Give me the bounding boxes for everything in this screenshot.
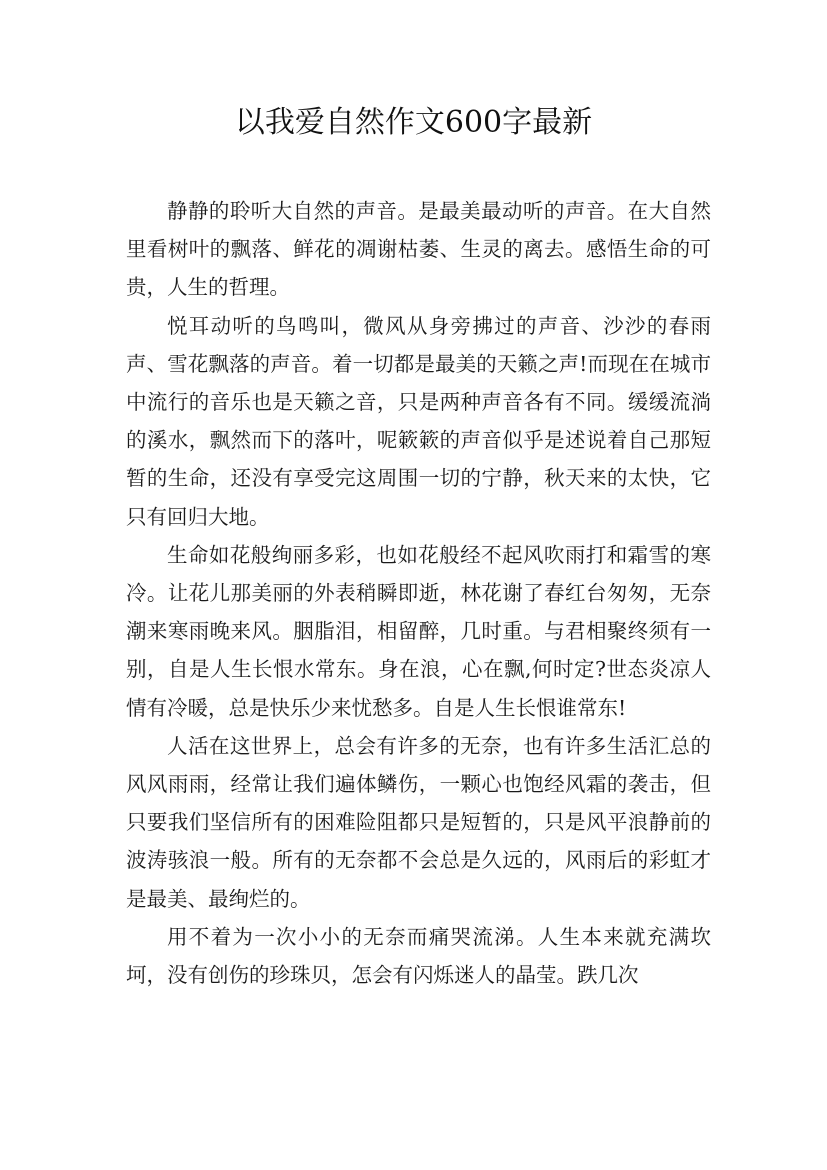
article-body [126,192,711,994]
paragraph: 用不着为一次小小的无奈而痛哭流涕。人生本来就充满坎坷，没有创伤的珍珠贝，怎会有闪烁迷人的晶莹。跌几次 [126,924,711,988]
paragraph: 静静的聆听大自然的声音。是最美最动听的声音。在大自然里看树叶的飘落、鲜花的凋谢枯萎、生灵的离去。感悟生命的可贵，人生的哲理。 [126,199,711,300]
paragraph: 悦耳动听的鸟鸣叫，微风从身旁拂过的声音、沙沙的春雨声、雪花飘落的声音。着一切都是最美的天籁之声!而现在在城市中流行的音乐也是天籁之音，只是两种声音各有不同。缓缓流淌的溪水，飘然而下的落叶，呢簌簌的声音似乎是述说着自己那短暂的生命，还没有享受完这周围一切的宁静，秋天来的太快，它只有回归大地。 [126,313,711,529]
paragraph: 生命如花般绚丽多彩，也如花般经不起风吹雨打和霜雪的寒冷。让花儿那美丽的外表稍瞬即逝，林花谢了春红台匆匆，无奈潮来寒雨晚来风。胭脂泪，相留醉，几时重。与君相聚终须有一别，自是人生长恨水常东。身在浪，心在飘,何时定?世态炎凉人情有冷暖，总是快乐少来忧愁多。自是人生长恨谁常东! [126,542,711,720]
page-title: 以我爱自然作文600字最新 [234,105,593,140]
paragraph: 人活在这世界上，总会有许多的无奈，也有许多生活汇总的风风雨雨，经常让我们遍体鳞伤，一颗心也饱经风霜的袭击，但只要我们坚信所有的困难险阻都只是短暂的，只是风平浪静前的波涛骇浪一般。所有的无奈都不会总是久远的，风雨后的彩虹才是最美、最绚烂的。 [126,733,711,911]
